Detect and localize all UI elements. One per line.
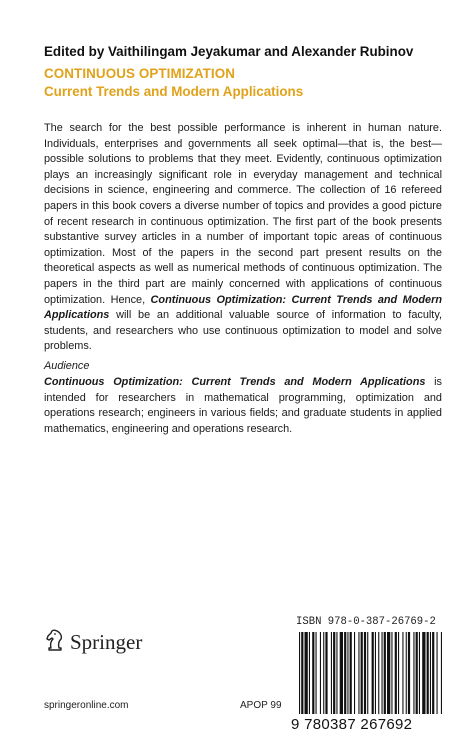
barcode-bar (408, 632, 410, 714)
barcode-bar (323, 632, 324, 714)
barcode-bar (413, 632, 414, 714)
barcode-bar (372, 632, 374, 714)
barcode-bar (416, 632, 418, 714)
barcode-bar (419, 632, 420, 714)
barcode-bar (361, 632, 363, 714)
barcode-bar (402, 632, 403, 714)
barcode-bar (325, 632, 327, 714)
barcode-bar (320, 632, 321, 714)
barcode-bar (406, 632, 407, 714)
barcode-bar (309, 632, 310, 714)
barcode-bar (367, 632, 368, 714)
barcode-bar (350, 632, 352, 714)
book-title: CONTINUOUS OPTIMIZATION (44, 66, 235, 81)
barcode-bar (422, 632, 425, 714)
barcode-bar (347, 632, 348, 714)
barcode-bar (316, 632, 317, 714)
barcode-bar (437, 632, 438, 714)
barcode-bar (391, 632, 392, 714)
barcode-bar (430, 632, 431, 714)
barcode-bar (354, 632, 355, 714)
barcode-bar (384, 632, 386, 714)
barcode-bar (382, 632, 383, 714)
barcode-bar (364, 632, 366, 714)
series-code: APOP 99 (240, 700, 282, 711)
barcode-bar (301, 632, 303, 714)
barcode-bar (336, 632, 337, 714)
audience-heading: Audience (44, 360, 90, 372)
barcode-bar (387, 632, 390, 714)
barcode-bar (340, 632, 343, 714)
barcode-bar (432, 632, 434, 714)
barcode-bar (427, 632, 429, 714)
barcode-bar (395, 632, 397, 714)
audience-book-title: Continuous Optimization: Current Trends and Modern Applications (44, 376, 426, 388)
description-text-end: will be an additional valuable source of information to faculty, students, and researchers who use continuous optimization to model and solve problems. (44, 309, 442, 353)
chess-knight-icon (44, 628, 66, 657)
book-subtitle: Current Trends and Modern Applications (44, 84, 304, 99)
springer-logo (44, 628, 142, 657)
barcode-bar (312, 632, 314, 714)
barcode-bar (344, 632, 346, 714)
isbn-label: ISBN 978-0-387-26769-2 (296, 616, 436, 628)
barcode-bar (358, 632, 359, 714)
audience-paragraph (44, 375, 442, 437)
description-paragraph (44, 121, 442, 355)
barcode-bar (305, 632, 308, 714)
barcode-bar (378, 632, 379, 714)
barcode-bar (441, 632, 442, 714)
barcode-bar (299, 632, 300, 714)
barcode-bar (375, 632, 376, 714)
publisher-url: springeronline.com (44, 700, 129, 711)
publisher-name: Springer (70, 630, 143, 654)
barcode-digits: 9 780387 267692 (291, 716, 413, 733)
barcode (297, 632, 443, 721)
description-book-title: Continuous Optimization: Current Trends and Modern Applications (44, 293, 442, 322)
barcode-bar (398, 632, 399, 714)
barcode-bar (331, 632, 332, 714)
description-text-start: The search for the best possible performance is inherent in human nature. Individuals, enterprises and governments all seek optimal—that is, the best—possible solutions to problems that they meet. Evidently, continuous optimization plays an increasingly significant role in everyday management and technical decisions in science, engineering and commerce. The collection of 16 refereed papers in this book covers a diverse number of topics and provides a good picture of recent research in continuous optimization. The first part of the book presents substantive survey articles in a number of important topic areas of continuous optimization. Most of the papers in the second part present results on the theoretical aspects as well as numerical methods of continuous optimization. The papers in the third part are mainly concerned with applications of continuous optimization. Hence, (44, 122, 442, 306)
audience-text: is intended for researchers in mathematical programming, optimization and operations research; engineers in various fields; and graduate students in applied mathematics, engineering and operations research. (44, 376, 442, 435)
barcode-bar (333, 632, 335, 714)
editors-line: Edited by Vaithilingam Jeyakumar and Alexander Rubinov (44, 44, 414, 59)
